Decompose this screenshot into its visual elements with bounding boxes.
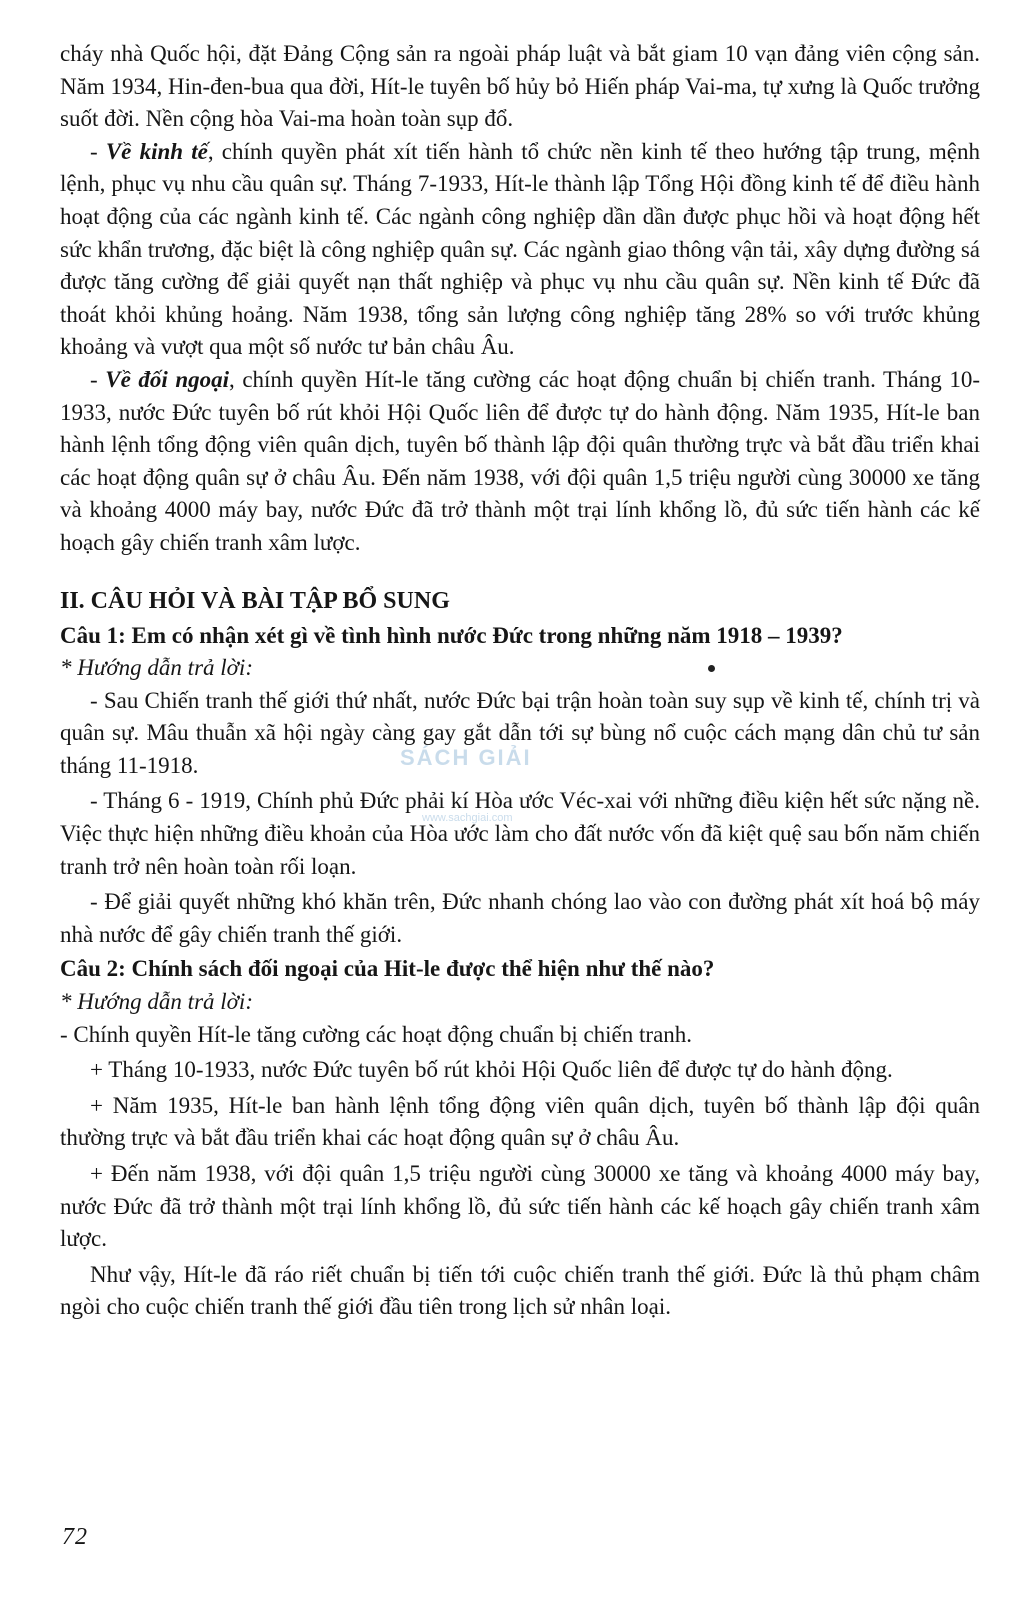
conclusion-paragraph: Như vậy, Hít-le đã ráo riết chuẩn bị tiến tới cuộc chiến tranh thế giới. Đức là thủ phạm châm ngòi cho cuộc chiến tranh thế giới đầu tiên trong lịch sử nhân loại. [60,1261,980,1320]
foreign-paragraph [60,364,980,560]
economy-paragraph [60,136,980,364]
economy-prefix: - [90,138,106,164]
ink-dot [708,665,715,672]
page-number: 72 [62,1524,88,1550]
foreign-lead: Về đối ngoại [105,366,229,392]
question-2-answer-lead: - Chính quyền Hít-le tăng cường các hoạt động chuẩn bị chiến tranh. [60,1021,693,1047]
question-2-guide: * Hướng dẫn trả lời: [60,989,253,1015]
question-1-answer-1: - Sau Chiến tranh thế giới thứ nhất, nước Đức bại trận hoàn toàn suy sụp về kinh tế, chính trị và quân sự. Mâu thuẫn xã hội ngày càng gay gắt dẫn tới sự bùng nổ cuộc cách mạng dân chủ tư sản tháng 11-1918. [60,687,980,778]
foreign-text: , chính quyền Hít-le tăng cường các hoạt động chuẩn bị chiến tranh. Tháng 10-1933, nước Đức tuyên bố rút khỏi Hội Quốc liên để được tự do hành động. Năm 1935, Hít-le ban hành lệnh tổng động viên quân dịch, tuyên bố thành lập đội quân thường trực và bắt đầu triển khai các hoạt động quân sự ở châu Âu. Đến năm 1938, với đội quân 1,5 triệu người cùng 30000 xe tăng và khoảng 4000 máy bay, nước Đức đã trở thành một trại lính khổng lồ, đủ sức tiến hành các kế hoạch gây chiến tranh xâm lược. [60,366,980,555]
question-1-answer-3: - Để giải quyết những khó khăn trên, Đức nhanh chóng lao vào con đường phát xít hoá bộ máy nhà nước để gây chiến tranh thế giới. [60,889,980,947]
question-1-guide: * Hướng dẫn trả lời: [60,655,253,681]
question-1-answer-2: - Tháng 6 - 1919, Chính phủ Đức phải kí Hòa ước Véc-xai với những điều kiện hết sức nặng nề. Việc thực hiện những điều khoản của Hòa ước làm cho đất nước vốn đã kiệt quệ sau bốn năm chiến tranh trở nên hoàn toàn rối loạn. [60,788,980,879]
question-2: Câu 2: Chính sách đối ngoại của Hit-le được thể hiện như thế nào? [60,956,715,982]
section-heading: II. CÂU HỎI VÀ BÀI TẬP BỔ SUNG [60,587,450,614]
economy-lead: Về kinh tế [105,138,208,164]
question-2-answer-2: + Năm 1935, Hít-le ban hành lệnh tổng động viên quân dịch, tuyên bố thành lập đội quân thường trực và bắt đầu triển khai các hoạt động quân sự ở châu Âu. [60,1092,980,1151]
foreign-prefix: - [90,366,106,392]
question-2-answer-1: + Tháng 10-1933, nước Đức tuyên bố rút khỏi Hội Quốc liên để được tự do hành động. [90,1057,893,1083]
question-2-answer-3: + Đến năm 1938, với đội quân 1,5 triệu người cùng 30000 xe tăng và khoảng 4000 máy bay, nước Đức đã trở thành một trại lính khổng lồ, đủ sức tiến hành các kế hoạch gây chiến tranh xâm lược. [60,1161,980,1252]
watermark-logo: SÁCH GIẢI [400,745,532,770]
watermark-url: www.sachgiai.com [422,812,513,824]
intro-paragraph: cháy nhà Quốc hội, đặt Đảng Cộng sản ra ngoài pháp luật và bắt giam 10 vạn đảng viên cộng sản. Năm 1934, Hin-đen-bua qua đời, Hít-le tuyên bố hủy bỏ Hiến pháp Vai-ma, tự xưng là Quốc trưởng suốt đời. Nền cộng hòa Vai-ma hoàn toàn sụp đổ. [60,41,980,132]
economy-text: , chính quyền phát xít tiến hành tổ chức nền kinh tế theo hướng tập trung, mệnh lệnh, phục vụ nhu cầu quân sự. Tháng 7-1933, Hít-le thành lập Tổng Hội đồng kinh tế để điều hành hoạt động của các ngành kinh tế. Các ngành công nghiệp dần dần được phục hồi và hoạt động hết sức khẩn trương, đặc biệt là công nghiệp quân sự. Các ngành giao thông vận tải, xây dựng đường sá được tăng cường để giải quyết nạn thất nghiệp và phục vụ nhu cầu quân sự. Nền kinh tế Đức đã thoát khỏi khủng hoảng. Năm 1938, tổng sản lượng công nghiệp tăng 28% so với trước khủng khoảng và vượt qua một số nước tư bản châu Âu. [60,138,980,360]
question-1: Câu 1: Em có nhận xét gì về tình hình nước Đức trong những năm 1918 – 1939? [60,622,843,648]
